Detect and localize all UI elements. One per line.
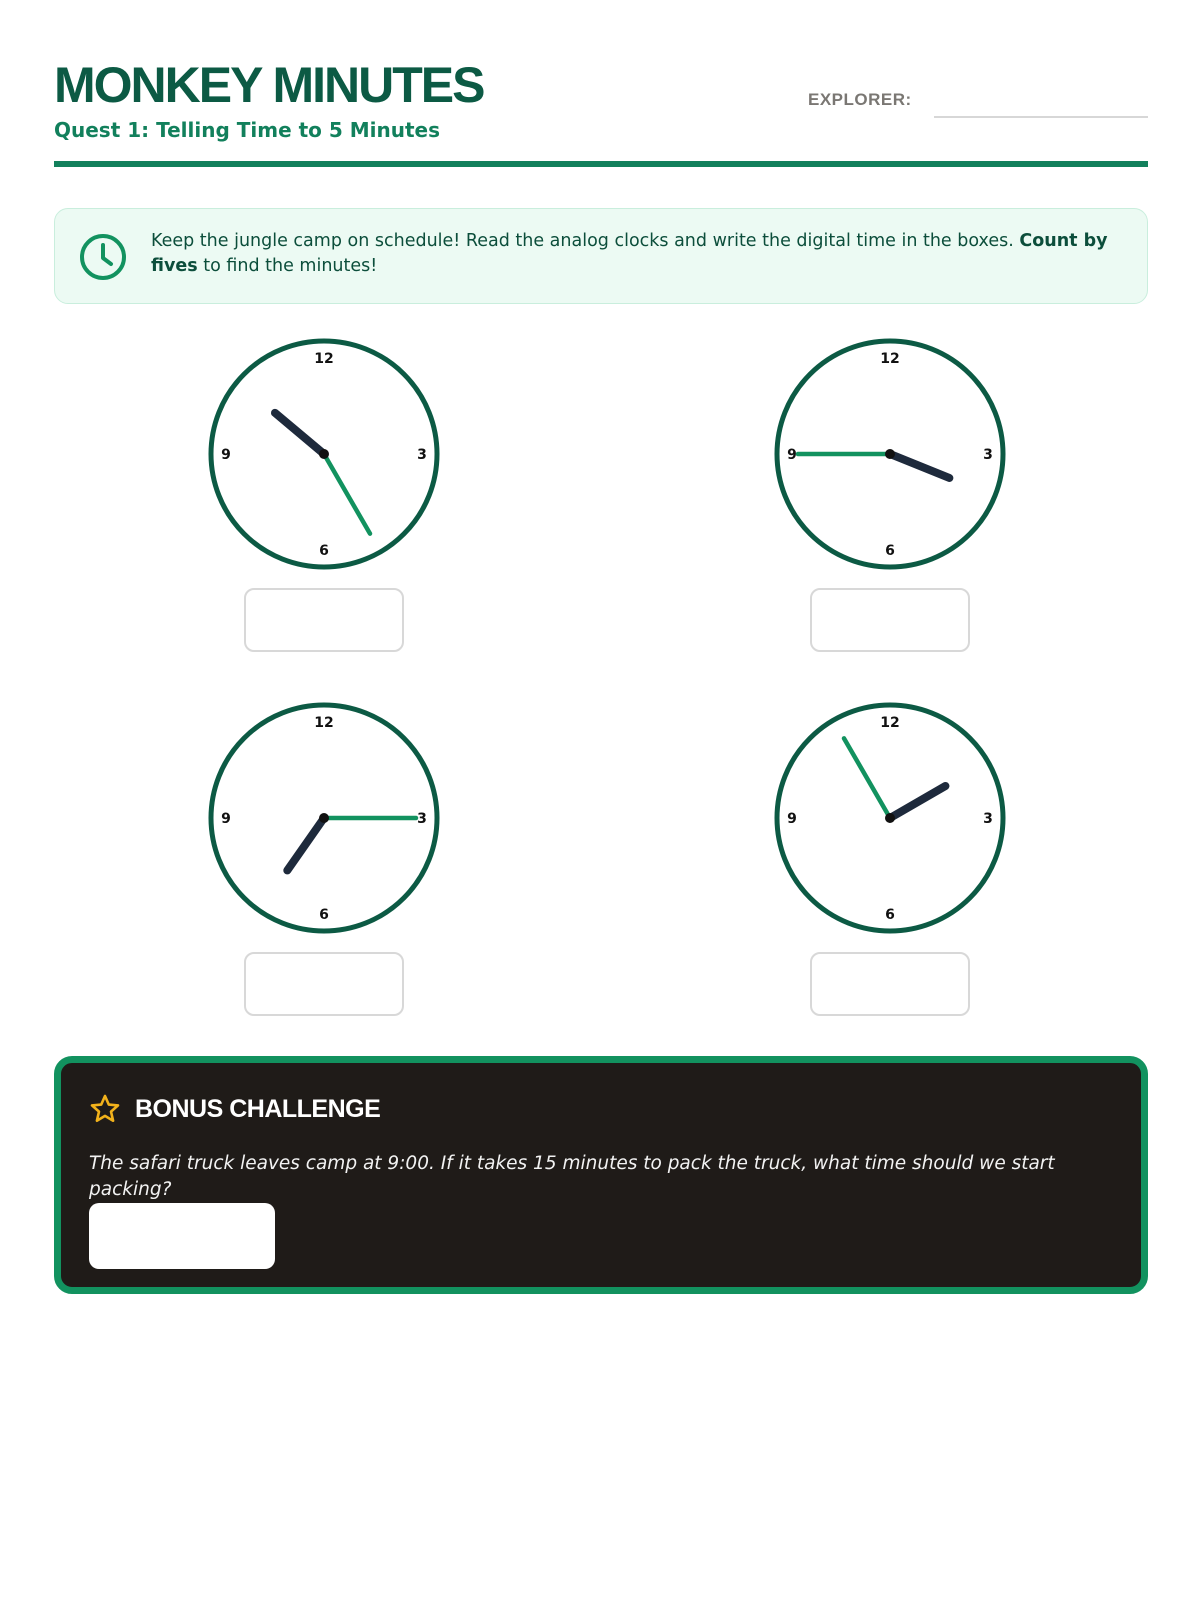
clock-number: 6 (319, 543, 329, 559)
analog-clock (770, 334, 1010, 574)
clock-number: 3 (983, 447, 993, 463)
clock-number: 12 (880, 715, 900, 731)
answer-box[interactable] (810, 588, 970, 652)
explorer-name-field[interactable] (808, 86, 1148, 118)
clock-number: 6 (319, 907, 329, 923)
explorer-label: EXPLORER: (808, 90, 912, 109)
answer-box[interactable] (244, 588, 404, 652)
clock-center-pin (319, 813, 329, 823)
clock-number: 6 (885, 543, 895, 559)
clock-center-pin (319, 449, 329, 459)
clock-number: 3 (417, 447, 427, 463)
bonus-question: The safari truck leaves camp at 9:00. If it takes 15 minutes to pack the truck, what time should we start packing? (89, 1153, 1055, 1200)
clock-number: 3 (983, 811, 993, 827)
analog-clock (204, 334, 444, 574)
worksheet-subtitle: Quest 1: Telling Time to 5 Minutes (54, 118, 441, 142)
bonus-title: BONUS CHALLENGE (135, 1095, 381, 1123)
worksheet-title: MONKEY MINUTES (54, 57, 484, 113)
clock-number: 9 (221, 811, 231, 827)
clock-number: 9 (787, 811, 797, 827)
answer-box[interactable] (244, 952, 404, 1016)
clock-number: 6 (885, 907, 895, 923)
clock-number: 12 (314, 715, 334, 731)
instructions-box (54, 208, 1148, 304)
bonus-challenge-panel (54, 1056, 1148, 1294)
answer-box[interactable] (810, 952, 970, 1016)
clock-number: 12 (314, 351, 334, 367)
clock-icon (77, 231, 129, 283)
analog-clock (770, 698, 1010, 938)
clock-number: 12 (880, 351, 900, 367)
bonus-answer-box[interactable] (89, 1203, 275, 1269)
header-divider (54, 161, 1148, 167)
clock-center-pin (885, 449, 895, 459)
analog-clock (204, 698, 444, 938)
worksheet-header (54, 56, 1148, 168)
clock-number: 9 (787, 447, 797, 463)
clock-center-pin (885, 813, 895, 823)
clock-number: 3 (417, 811, 427, 827)
clock-number: 9 (221, 447, 231, 463)
star-icon (89, 1093, 121, 1125)
instructions-text: Keep the jungle camp on schedule! Read the analog clocks and write the digital time in the boxes. Count by fives to find the minutes! (151, 231, 1108, 276)
explorer-name-line[interactable] (934, 116, 1148, 118)
